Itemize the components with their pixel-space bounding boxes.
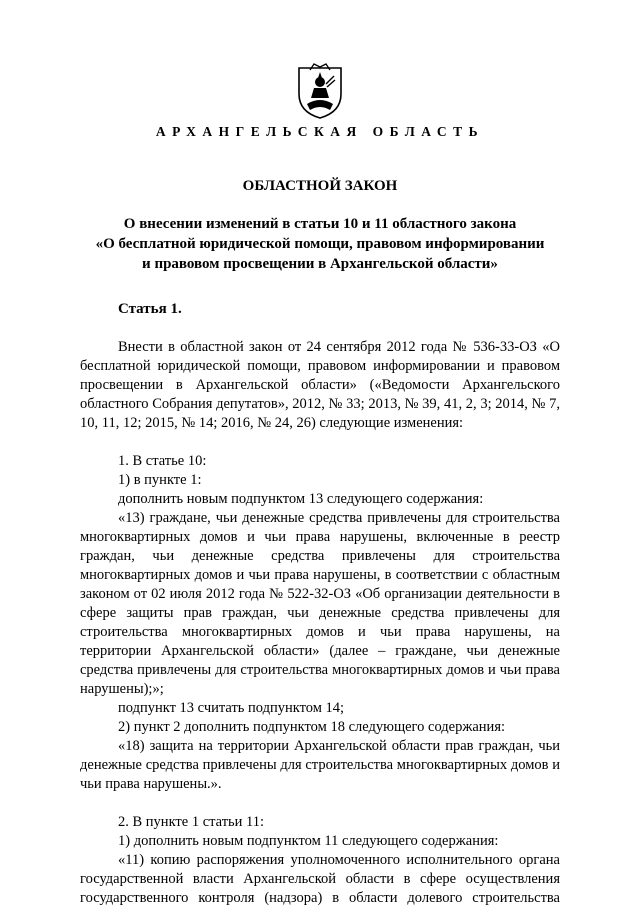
paragraph: подпункт 13 считать подпунктом 14;	[118, 700, 345, 716]
article-heading: Статья 1.	[118, 301, 182, 317]
paragraph: 1. В статье 10:	[118, 453, 207, 469]
paragraph: «11) копию распоряжения уполномоченного исполнительного органа государственной власти Архангельской области в сфере осуществления государственного контроля (надзора) в области долевого строительства	[80, 852, 560, 906]
paragraph: Внести в областной закон от 24 сентября 2012 года № 536-33-ОЗ «О бесплатной юридической помощи, правовом информировании и правовом просвещении в Архангельской области» («Ведомости Архангельского областного Собрания депутатов», 2012, № 33; 2013, № 39, 41, 2, 3; 2014, № 7, 10, 11, 12; 2015, № 14; 2016, № 24, 26) следующие изменения:	[80, 339, 560, 431]
paragraph: «13) граждане, чьи денежные средства привлечены для строительства многоквартирных домов и чьи права нарушены, включенные в реестр граждан, чьи денежные средства привлечены для строительства многоквартирных домов и чьи права нарушены, в соответствии с областным законом от 02 июля 2012 года № 522-32-ОЗ «Об организации деятельности в сфере защиты прав граждан, чьи денежные средства привлечены для строительства многоквартирных домов и чьи права нарушены, на территории Архангельской области» (далее – граждане, чьи денежные средства привлечены для строительства многоквартирных домов и чьи права нарушены);»;	[80, 510, 560, 697]
region-name: АРХАНГЕЛЬСКАЯ ОБЛАСТЬ	[155, 124, 485, 139]
law-type: ОБЛАСТНОЙ ЗАКОН	[242, 178, 398, 194]
law-title	[60, 214, 580, 274]
paragraph: «18) защита на территории Архангельской области прав граждан, чьи денежные средства привлечены для строительства многоквартирных домов и чьи права нарушены.».	[80, 738, 560, 792]
paragraph: 2) пункт 2 дополнить подпунктом 18 следующего содержания:	[118, 719, 506, 735]
paragraph: 1) в пункте 1:	[118, 472, 202, 488]
law-title-line: «О бесплатной юридической помощи, правовом информировании	[95, 236, 545, 252]
article-body	[80, 338, 560, 908]
paragraph: дополнить новым подпунктом 13 следующего содержания:	[118, 491, 484, 507]
paragraph: 1) дополнить новым подпунктом 11 следующего содержания:	[118, 833, 499, 849]
law-title-line: и правовом просвещении в Архангельской области»	[142, 256, 498, 272]
law-title-line: О внесении изменений в статьи 10 и 11 областного закона	[123, 216, 517, 232]
paragraph: 2. В пункте 1 статьи 11:	[118, 814, 265, 830]
coat-of-arms-icon	[296, 60, 344, 120]
